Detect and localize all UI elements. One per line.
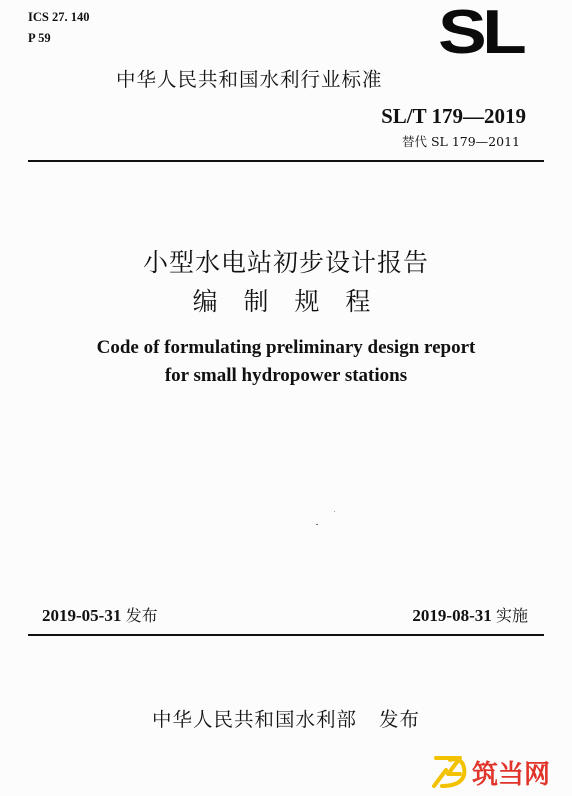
issue-date-label: 发布 — [125, 606, 158, 625]
implementation-date-value: 2019-08-31 — [412, 606, 492, 625]
publisher-name: 中华人民共和国水利部 — [151, 708, 357, 731]
standard-number: SL/T 179—2019 — [381, 104, 526, 128]
sl-logo: SL — [438, 0, 523, 67]
watermark-mark: ZD — [430, 750, 432, 751]
bottom-divider — [28, 634, 544, 636]
publisher-action: 发布 — [379, 708, 421, 731]
ccs-code: P 59 — [28, 31, 51, 45]
publisher — [0, 704, 572, 732]
scan-speck — [316, 524, 318, 525]
title-cn-line2: 编 制 规 程 — [192, 287, 380, 316]
issue-date-value: 2019-05-31 — [42, 606, 122, 625]
title-cn-line1: 小型水电站初步设计报告 — [142, 248, 429, 277]
zd-mark-icon — [434, 758, 464, 786]
title-en-line1: Code of formulating preliminary design report — [96, 337, 476, 358]
implementation-date — [412, 603, 528, 626]
standard-category: 中华人民共和国水利行业标准 — [116, 68, 383, 91]
watermark-text: 筑当网 — [472, 760, 551, 790]
top-divider — [28, 160, 544, 162]
watermark-logo — [430, 750, 570, 794]
title-en-line2: for small hydropower stations — [164, 365, 408, 386]
ics-code: ICS 27. 140 — [28, 10, 90, 24]
implementation-date-label: 实施 — [495, 606, 528, 625]
issue-date — [42, 603, 158, 626]
scan-speck — [334, 511, 335, 512]
replaces-note: 替代 SL 179—2011 — [402, 134, 520, 149]
